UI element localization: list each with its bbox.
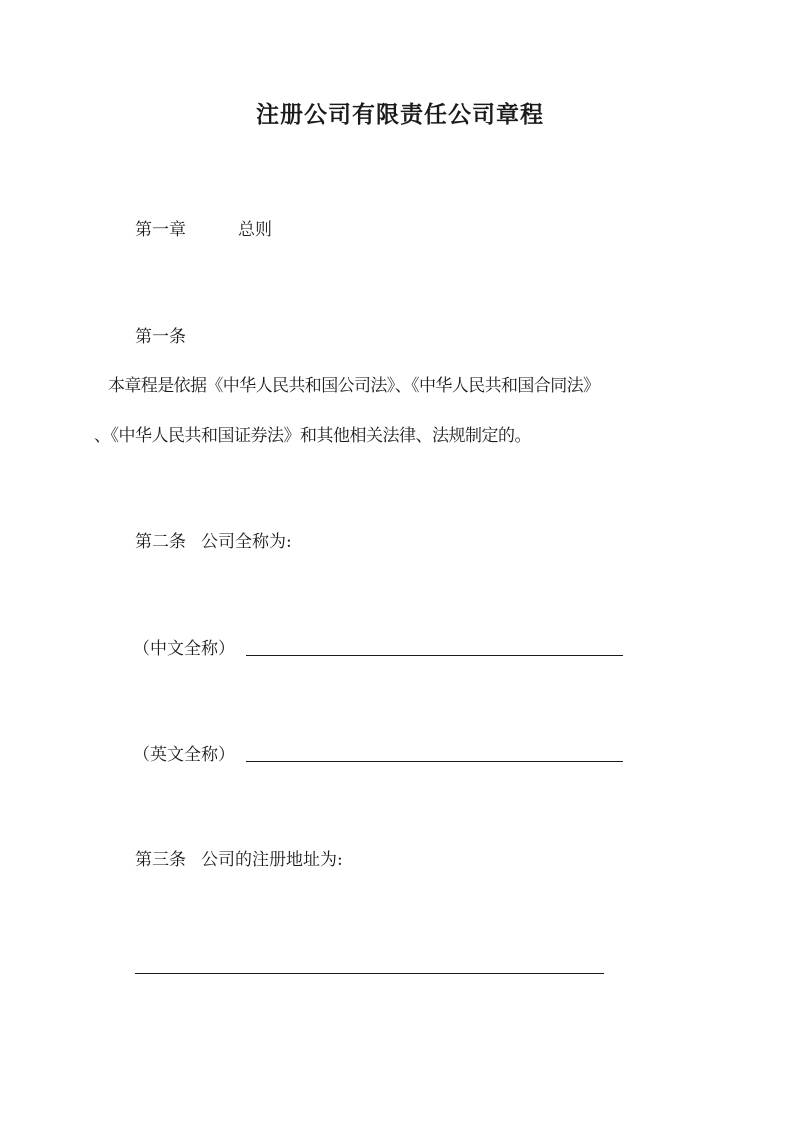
chapter-name: 总则 <box>238 220 272 240</box>
article-2-heading: 第二条 <box>135 532 186 552</box>
english-name-blank <box>246 761 623 762</box>
registered-address-blank <box>135 973 604 974</box>
document-title: 注册公司有限责任公司章程 <box>256 101 544 128</box>
chinese-name-label: （中文全称） <box>133 639 235 659</box>
article-1-heading: 第一条 <box>135 327 186 347</box>
article-3-text: 公司的注册地址为: <box>201 850 343 870</box>
article-1-line-2: 、《中华人民共和国证券法》和其他相关法律、法规制定的。 <box>94 426 531 446</box>
chinese-name-blank <box>246 655 623 656</box>
article-3-heading: 第三条 <box>135 850 186 870</box>
article-1-line-1: 本章程是依据《中华人民共和国公司法》、《中华人民共和国合同法》 <box>108 376 600 396</box>
english-name-label: （英文全称） <box>133 745 235 765</box>
chapter-number: 第一章 <box>135 220 186 240</box>
article-2-text: 公司全称为: <box>201 532 292 552</box>
